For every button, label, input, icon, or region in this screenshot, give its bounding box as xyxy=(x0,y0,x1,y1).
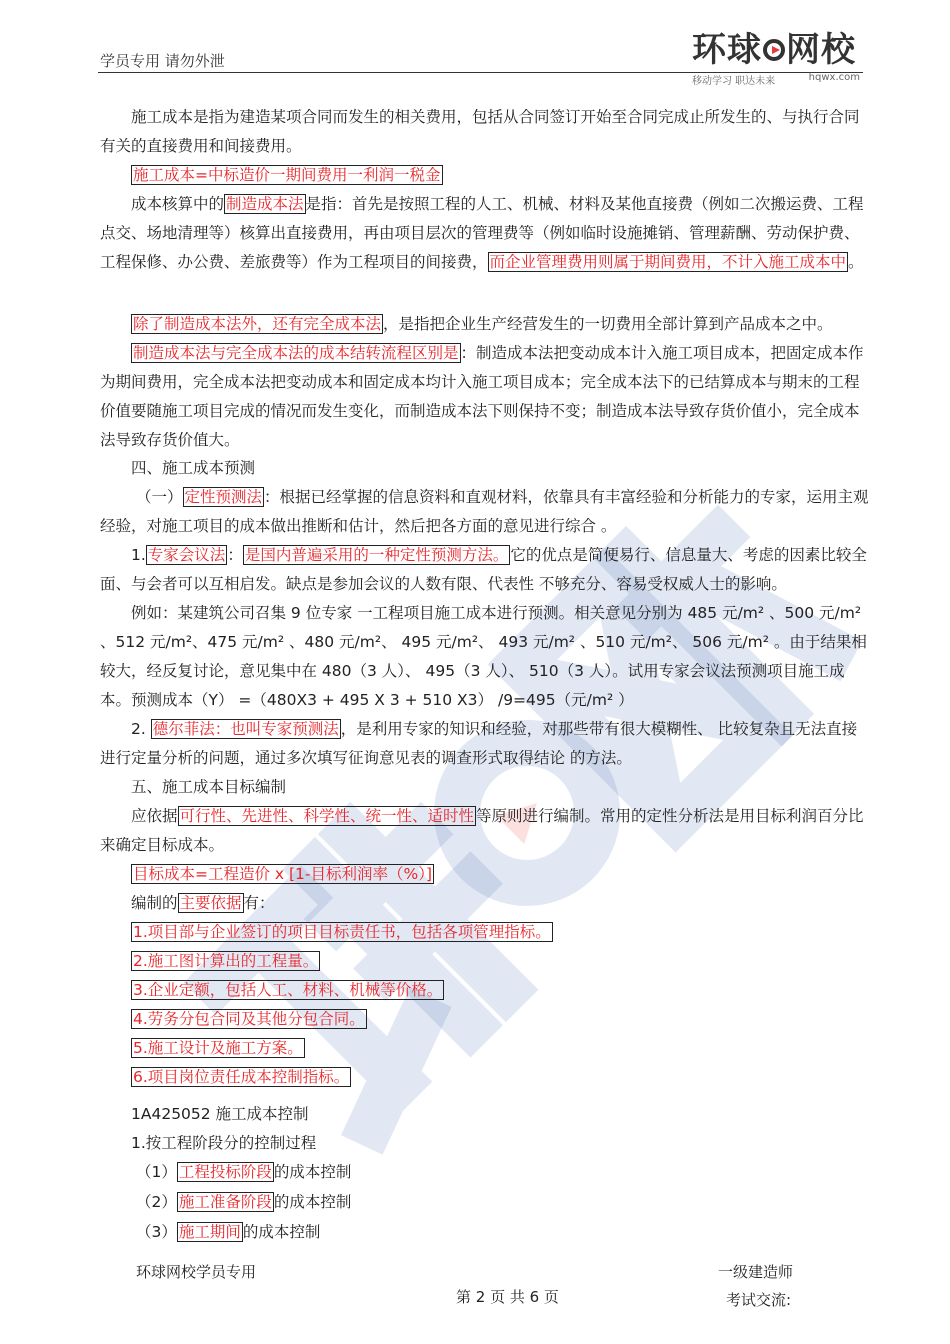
basis-item-text: 2.施工图计算出的工程量。 xyxy=(133,952,319,970)
para-cost-definition: 施工成本是指为建造某项合同而发生的相关费用，包括从合同签订开始至合同完成止所发生的、与执行合同有关的直接费用和间接费用。 xyxy=(100,108,860,155)
text: 是指：首先是按照工程的人工、机械、材料及某他直接费（例如二次搬运费、工程点交、场地清理等）核算出直接费用，再由项目层次的管理费等（例如临时设施摊销、管理薪酬、劳动保护费、工程保修、办公费、差旅费等）作为工程项目的间接费， xyxy=(100,195,864,271)
highlight-principles: 可行性、先进性、科学性、统一性、适时性 xyxy=(179,807,475,825)
basis-item xyxy=(131,1034,305,1063)
text: 2. xyxy=(131,720,151,738)
para-main-basis xyxy=(131,889,275,918)
basis-item xyxy=(131,1063,351,1092)
text: （一） xyxy=(136,488,183,506)
formula-box-1 xyxy=(131,161,443,190)
header-confidential-note: 学员专用 请勿外泄 xyxy=(100,52,225,70)
para-delphi xyxy=(100,715,870,773)
para-qualitative-forecast xyxy=(100,483,870,541)
heading-target-cost: 五、施工成本目标编制 xyxy=(131,778,287,796)
text: 应依据 xyxy=(131,807,178,825)
footer-exam-name: 一级建造师 xyxy=(718,1263,794,1281)
para-cost-flow-difference xyxy=(100,339,870,455)
basis-item-text: 1.项目部与企业签订的项目目标责任书，包括各项管理指标。 xyxy=(133,923,551,941)
highlight-stage: 施工准备阶段 xyxy=(178,1193,272,1211)
formula-box-2 xyxy=(131,860,434,889)
text: 编制的 xyxy=(131,894,178,912)
stage-number: （1） xyxy=(136,1163,177,1181)
text: ，是利用专家的知识和经验，对那些带有很大模糊性、 比较复杂且无法直接进行定量分析的问题，通过多次填写征询意见表的调查形式取得结论 的方法。 xyxy=(100,720,858,767)
stage-suffix: 的成本控制 xyxy=(273,1193,352,1211)
logo-slogan: 移动学习 职达未来 xyxy=(692,76,776,87)
highlight-expert-meeting-method: 专家会议法 xyxy=(147,546,226,564)
text: 等原则进行编制。常用的定性分析法是用目标利润百分比来确定目标成本。 xyxy=(100,807,864,854)
para-expert-meeting xyxy=(100,541,870,599)
formula-construction-cost: 施工成本=中标造价一期间费用一利润一税金 xyxy=(133,166,441,184)
logo-text-2: 网校 xyxy=(786,30,856,70)
basis-item xyxy=(131,918,553,947)
stage-item xyxy=(136,1218,320,1247)
text: ，是指把企业生产经营发生的一切费用全部计算到产品成本之中。 xyxy=(383,315,833,333)
highlight-flow-difference: 制造成本法与完全成本法的成本结转流程区别是 xyxy=(133,344,459,362)
highlight-manufacturing-cost-method: 制造成本法 xyxy=(226,195,304,213)
text: 有： xyxy=(243,894,275,912)
highlight-main-basis: 主要依据 xyxy=(179,894,242,912)
para-example: 例如：某建筑公司召集 9 位专家 一工程项目施工成本进行预测。相关意见分别为 485 元/m² 、500 元/m² 、512 元/m²、475 元/m² 、480 元/m²、 495 元/m²、 493 元/m² 、510 元/m²、 506 元/m² 。由于结果相 较大，经反复讨论，意见集中在 480（3 人）、 495（3 人）、 510（3 人）。试用专家会议法预测项目施工成本。 xyxy=(100,604,867,709)
basis-item xyxy=(131,976,444,1005)
text: ：制造成本法把变动成本计入施工项目成本，把固定成本作为期间费用，完全成本法把变动成本和固定成本均计入施工项目成本；完全成本法下的已结算成本与期末的工程价值要随施工项目完成的情况而发生变化，而制造成本法下则保持不变；制造成本法导致存货价值小，完全成本法导致存货价值大。 xyxy=(100,344,864,449)
logo-text-1: 环球 xyxy=(692,30,762,70)
heading-cost-forecast: 四、施工成本预测 xyxy=(131,459,256,477)
para-full-cost xyxy=(100,310,870,339)
highlight-domestic-common-method: 是国内普遍采用的一种定性预测方法。 xyxy=(244,546,509,564)
stage-number: （2） xyxy=(136,1193,177,1211)
para-stage-control: 1.按工程阶段分的控制过程 xyxy=(131,1134,317,1152)
footer-student-only: 环球网校学员专用 xyxy=(136,1263,257,1281)
basis-item xyxy=(131,947,320,976)
text: 它的优点是简便易行、信息量大、考虑的因素比较全面、与会者可以互相启发。缺点是参加会议的人数有限、代表性 不够充分、容易受权威人士的影响。 xyxy=(100,546,867,593)
brand-logo xyxy=(692,30,867,94)
highlight-delphi-method: 德尔菲法：也叫专家预测法 xyxy=(152,720,339,738)
footer-page-number: 第 2 页 共 6 页 xyxy=(456,1288,559,1306)
text: 成本核算中的 xyxy=(131,195,225,213)
highlight-full-cost-method: 除了制造成本法外，还有完全成本法 xyxy=(133,315,382,333)
stage-item xyxy=(136,1188,351,1217)
stage-number: （3） xyxy=(136,1223,177,1241)
highlight-stage: 施工期间 xyxy=(178,1223,241,1241)
basis-item xyxy=(131,1005,367,1034)
highlight-qualitative-method: 定性预测法 xyxy=(184,488,263,506)
basis-item-text: 5.施工设计及施工方案。 xyxy=(133,1039,303,1057)
basis-item-text: 6.项目岗位责任成本控制指标。 xyxy=(133,1068,350,1086)
formula-forecast-cost: 预测成本（Y） =（480X3 + 495 X 3 + 510 X3） /9=495（元/m² ） xyxy=(131,691,634,709)
para-principles xyxy=(100,802,870,860)
logo-site: hqwx.com xyxy=(808,72,860,83)
stage-suffix: 的成本控制 xyxy=(273,1163,352,1181)
stage-suffix: 的成本控制 xyxy=(242,1223,321,1241)
text: 1. xyxy=(131,546,146,564)
basis-item-text: 4.劳务分包合同及其他分包合同。 xyxy=(133,1010,365,1028)
formula-target-cost: 目标成本=工程造价 x [1-目标利润率（%）] xyxy=(133,865,433,883)
highlight-period-expense: 而企业管理费用则属于期间费用，不计入施工成本中 xyxy=(489,253,847,271)
text: ：根据已经掌握的信息资料和直观材料，依靠具有丰富经验和分析能力的专家，运用主观经验，对施工项目的成本做出推断和估计，然后把各方面的意见进行综合 。 xyxy=(100,488,869,535)
heading-section-code: 1A425052 施工成本控制 xyxy=(131,1105,309,1123)
text: ： xyxy=(227,546,243,564)
stage-item xyxy=(136,1158,351,1187)
basis-item-text: 3.企业定额，包括人工、材料、机械等价格。 xyxy=(133,981,443,999)
play-icon xyxy=(763,39,785,61)
footer-exam-exchange: 考试交流: xyxy=(726,1291,792,1309)
para-manufacturing-cost xyxy=(100,190,870,277)
text: 。 xyxy=(848,253,864,271)
highlight-stage: 工程投标阶段 xyxy=(178,1163,272,1181)
